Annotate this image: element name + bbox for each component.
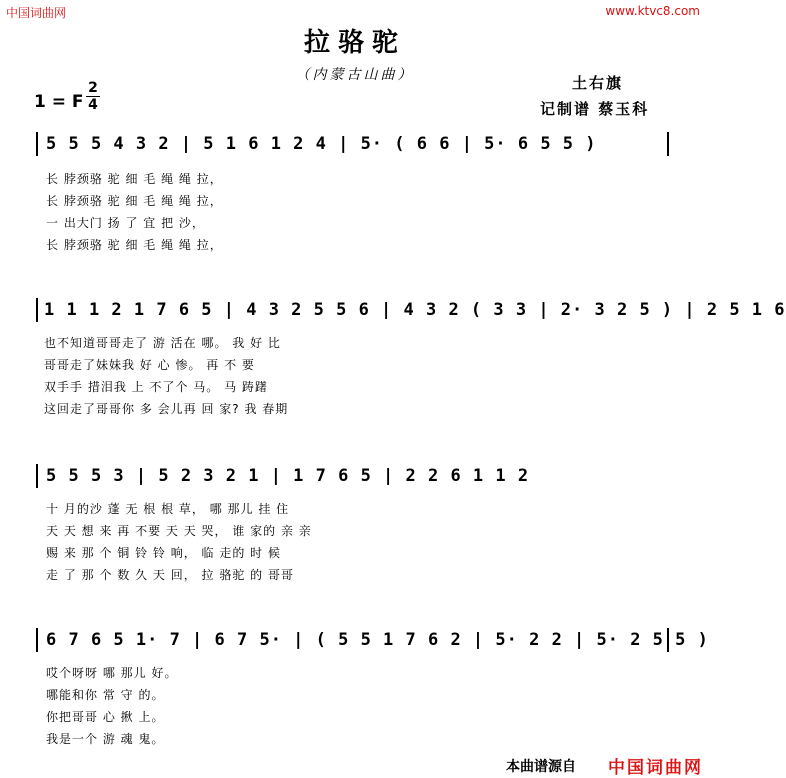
time-signature-top: 2 — [88, 80, 98, 96]
lyric-line: 长 脖颈骆 驼 细 毛 绳 绳 拉， — [46, 194, 223, 208]
notation-row: 1 1 1 2 1 7 6 5 | 4 3 2 5 5 6 | 4 3 2 ( 3 3 | 2· 3 2 5 ) | 2 5 1 6 — [44, 300, 786, 320]
time-signature-bottom: 4 — [86, 96, 100, 113]
end-barline — [667, 628, 669, 652]
lyric-line: 天 天 想 来 再 不要 天 天 哭， 谁 家的 亲 亲 — [46, 524, 312, 538]
lyric-line: 走 了 那 个 数 久 天 回， 拉 骆驼 的 哥哥 — [46, 568, 294, 582]
start-barline — [36, 628, 38, 652]
notation-row: 5 5 5 3 | 5 2 3 2 1 | 1 7 6 5 | 2 2 6 1 1 2 — [46, 466, 530, 486]
start-barline — [36, 464, 38, 488]
start-barline — [36, 298, 38, 322]
lyric-line: 这回走了哥哥你 多 会儿再 回 家? 我 春期 — [44, 402, 289, 416]
footer-brand-link[interactable]: 中国词曲网 — [608, 758, 703, 778]
transcriber-credit: 记制谱 蔡玉科 — [540, 100, 650, 118]
notation-row: 5 5 5 4 3 2 | 5 1 6 1 2 4 | 5· ( 6 6 | 5· 6 5 5 ) — [46, 134, 597, 154]
lyric-line: 哥哥走了妹妹我 好 心 惨。 再 不 要 — [44, 358, 255, 372]
lyric-line: 双手手 措泪我 上 不了个 马。 马 踌躇 — [44, 380, 268, 394]
lyric-line: 我是一个 游 魂 鬼。 — [46, 732, 165, 746]
region-credit: 土右旗 — [572, 74, 624, 92]
song-title: 拉骆驼 — [303, 28, 406, 58]
watermark-url: www.ktvc8.com — [605, 4, 700, 18]
lyric-line: 哎个呀呀 哪 那儿 好。 — [46, 666, 178, 680]
lyric-line: 哪能和你 常 守 的。 — [46, 688, 165, 702]
song-subtitle: （内蒙古山曲） — [295, 67, 415, 83]
time-signature — [86, 80, 100, 113]
lyric-line: 赐 来 那 个 铜 铃 铃 响， 临 走的 时 候 — [46, 546, 281, 560]
end-barline — [667, 132, 669, 156]
key-signature: 1 = F — [34, 92, 84, 112]
notation-row: 6 7 6 5 1· 7 | 6 7 5· | ( 5 5 1 7 6 2 | 5· 2 2 | 5· 2 5 5 ) — [46, 630, 709, 650]
lyric-line: 也不知道哥哥走了 游 活在 哪。 我 好 比 — [44, 336, 281, 350]
lyric-line: 你把哥哥 心 揪 上。 — [46, 710, 165, 724]
start-barline — [36, 132, 38, 156]
lyric-line: 长 脖颈骆 驼 细 毛 绳 绳 拉， — [46, 238, 223, 252]
footer-source-label: 本曲谱源自 — [506, 759, 576, 775]
lyric-line: 长 脖颈骆 驼 细 毛 绳 绳 拉， — [46, 172, 223, 186]
lyric-line: 一 出大门 扬 了 宜 把 沙， — [46, 216, 205, 230]
lyric-line: 十 月的沙 蓬 无 根 根 草， 哪 那儿 挂 住 — [46, 502, 290, 516]
watermark-site-name: 中国词曲网 — [6, 6, 67, 20]
